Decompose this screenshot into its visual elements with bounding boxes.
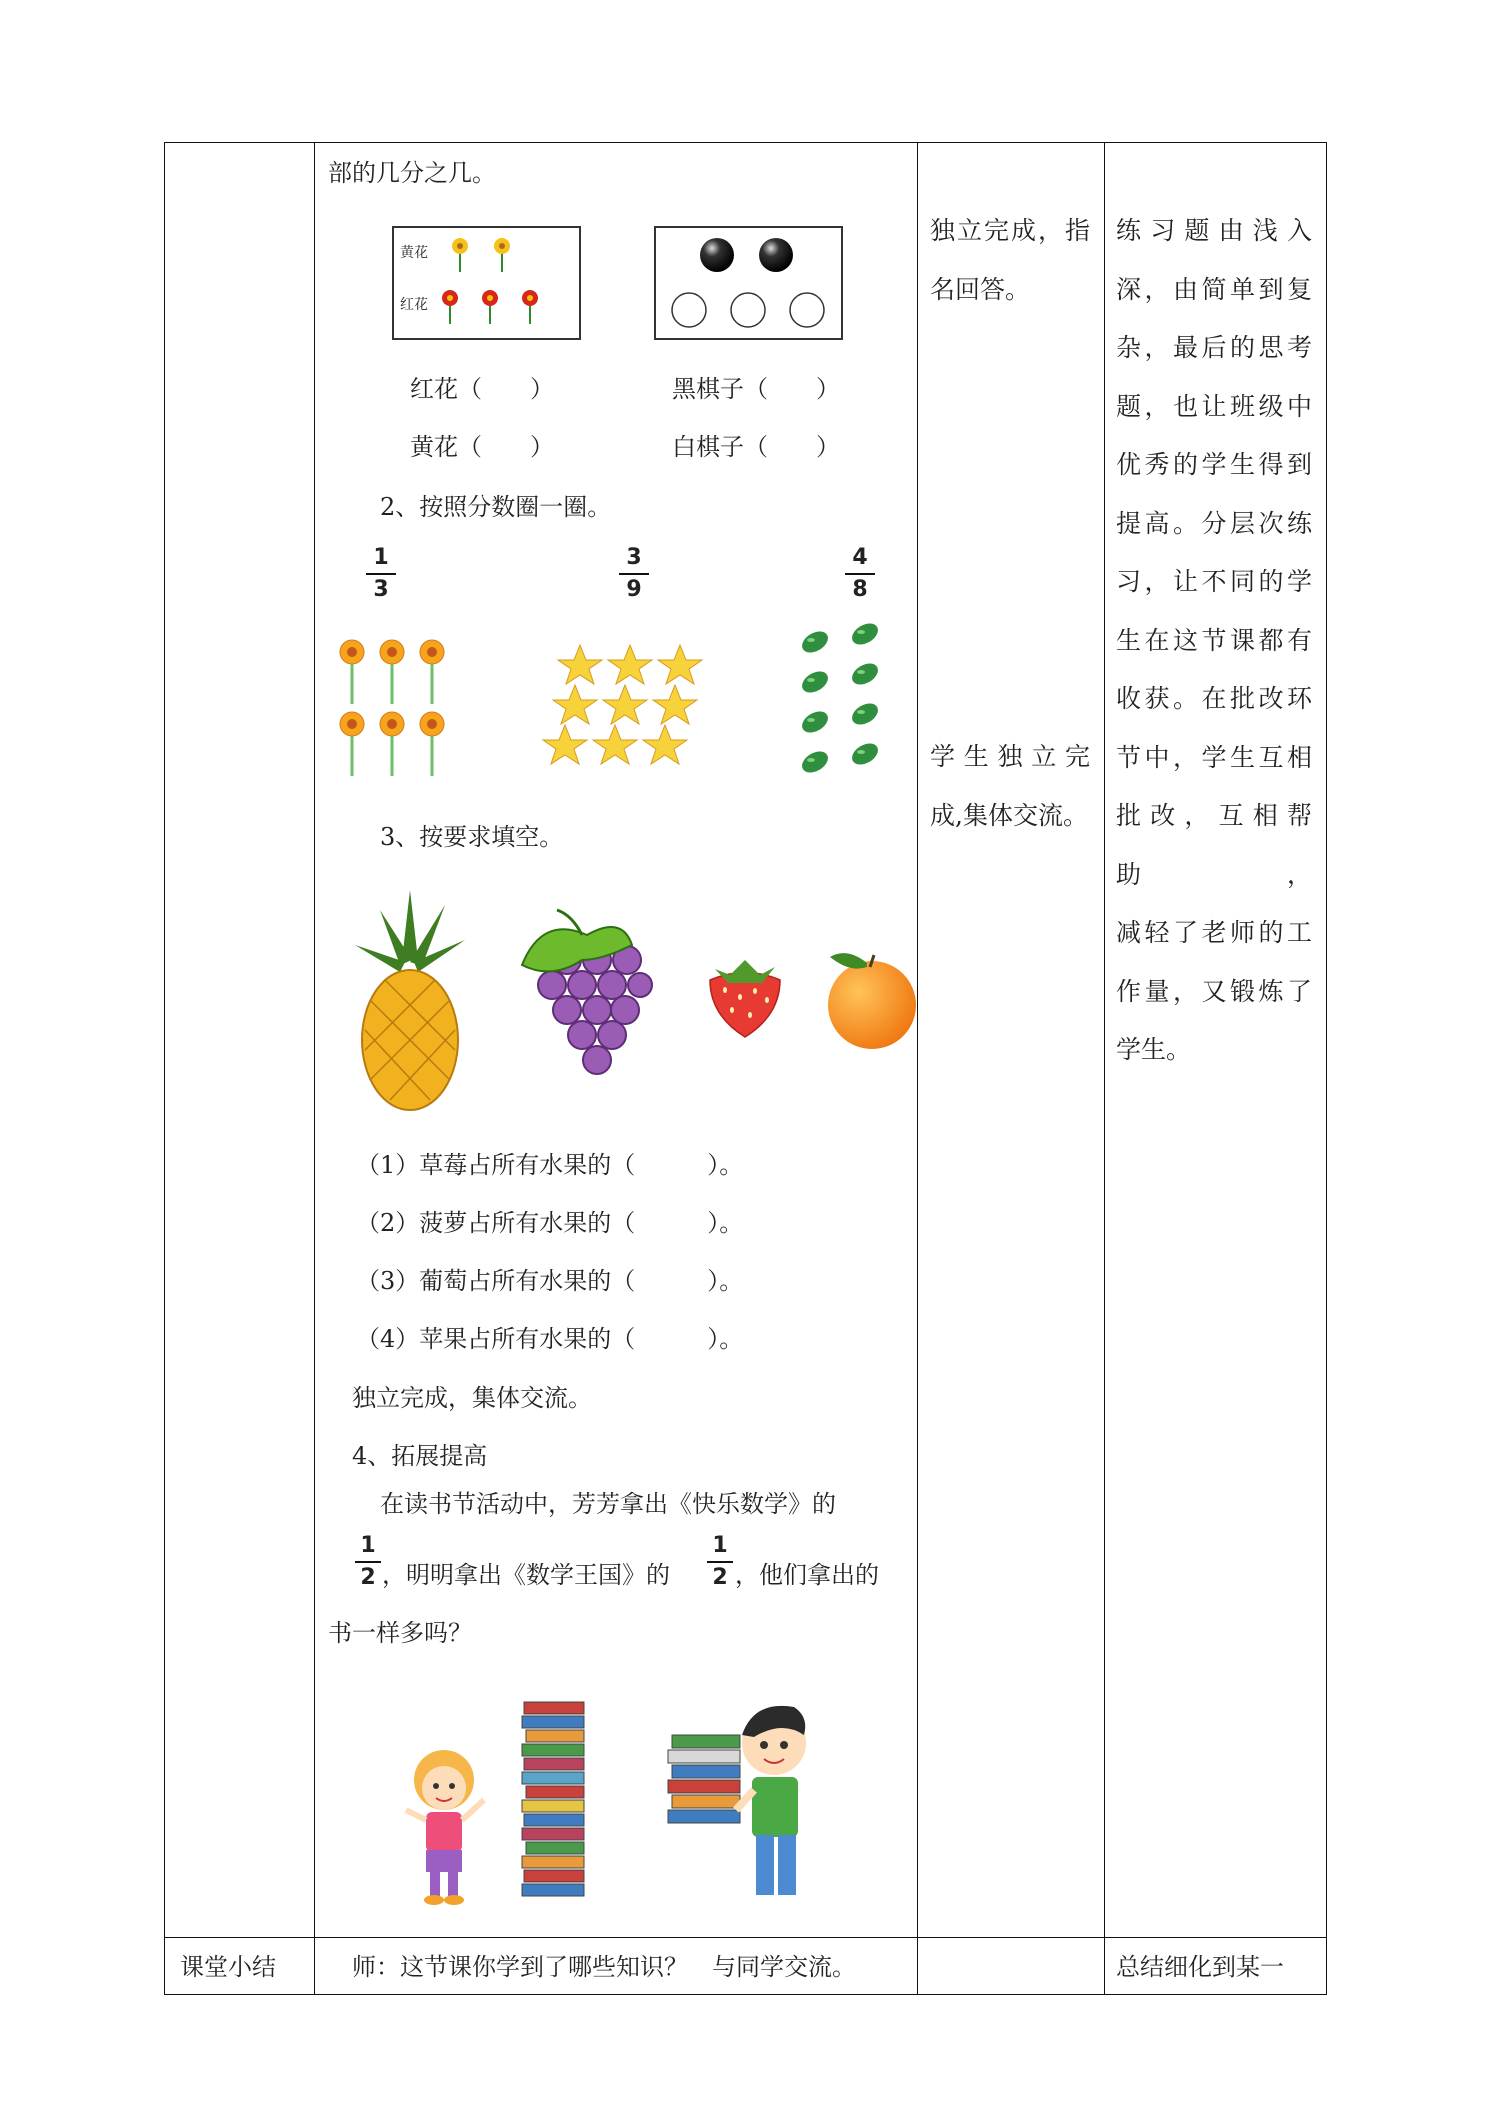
table-bottom-border <box>164 1994 1326 1995</box>
q3-item-3: （3）葡萄占所有水果的（ ）。 <box>356 1267 744 1295</box>
student-activity-1: 独立完成，指 名回答。 <box>930 216 1090 304</box>
answer-yellow-flower: 黄花（ ） <box>410 433 554 461</box>
orange-icon <box>822 945 918 1055</box>
q2-title: 2、按照分数圈一圈。 <box>380 493 612 521</box>
q3-note: 独立完成，集体交流。 <box>352 1384 592 1412</box>
intro-text: 部的几分之几。 <box>328 159 496 187</box>
q4-line-2a: ，明明拿出《数学王国》的 <box>382 1561 670 1589</box>
candies-icon <box>790 620 900 785</box>
q3-item-2: （2）菠萝占所有水果的（ ）。 <box>356 1209 744 1237</box>
q4-fraction-b: 1 2 <box>707 1532 733 1592</box>
pineapple-icon <box>350 890 470 1115</box>
fraction-1-3: 1 3 <box>366 544 396 604</box>
fraction-3-9: 3 9 <box>619 544 649 604</box>
q3-item-4: （4）苹果占所有水果的（ ）。 <box>356 1325 744 1353</box>
sunflowers-icon <box>330 634 460 784</box>
red-flower-icon <box>522 290 538 324</box>
col-divider-1 <box>314 142 315 1995</box>
black-piece-icon <box>700 238 734 272</box>
answer-black-piece: 黑棋子（ ） <box>672 375 840 403</box>
go-pieces-icon <box>656 228 841 338</box>
fraction-4-8: 4 8 <box>845 544 875 604</box>
q4-line-2b: ，他们拿出的 <box>735 1561 879 1589</box>
go-pieces-box <box>654 226 843 340</box>
stars-icon <box>540 640 710 770</box>
row-divider <box>164 1937 1326 1938</box>
white-piece-icon <box>790 293 824 327</box>
answer-white-piece: 白棋子（ ） <box>672 433 840 461</box>
table-top-border <box>164 142 1326 143</box>
table-left-border <box>164 142 165 1995</box>
red-flower-icon <box>442 290 458 324</box>
red-flower-label: 红花 <box>400 297 428 313</box>
summary-content: 师：这节课你学到了哪些知识？ 与同学交流。 <box>352 1953 856 1981</box>
yellow-flower-icon <box>452 238 468 272</box>
col-divider-3 <box>1104 142 1105 1995</box>
q3-item-1: （1）草莓占所有水果的（ ）。 <box>356 1151 744 1179</box>
white-piece-icon <box>672 293 706 327</box>
student-activity-2: 学生独立完 成,集体交流。 <box>930 742 1090 830</box>
flowers-icon <box>440 232 570 332</box>
q4-line-3: 书一样多吗？ <box>328 1619 472 1647</box>
q4-line-1: 在读书节活动中，芳芳拿出《快乐数学》的 <box>380 1490 836 1518</box>
boy-with-books-icon <box>664 1695 824 1905</box>
white-piece-icon <box>731 293 765 327</box>
yellow-flower-label: 黄花 <box>400 245 428 261</box>
yellow-flower-icon <box>494 238 510 272</box>
design-intent: 练习题由浅入 深，由简单到复 杂，最后的思考 题，也让班级中 优秀的学生得到 提高。分层次练 习，让不同的学 生在这节课都有 收获。在批改环 节中，学生互相 批改，互相帮助， 减轻了老师的工 作量，又锻炼了 学生。 <box>1116 216 1312 1064</box>
book-stack-tall-icon <box>518 1700 592 1905</box>
flower-box <box>392 226 581 340</box>
q3-title: 3、按要求填空。 <box>380 823 564 851</box>
red-flower-icon <box>482 290 498 324</box>
summary-label: 课堂小结 <box>180 1953 276 1981</box>
grapes-icon <box>512 905 662 1085</box>
strawberry-icon <box>700 955 790 1040</box>
answer-red-flower: 红花（ ） <box>410 375 554 403</box>
col-divider-2 <box>917 142 918 1995</box>
girl-icon <box>392 1740 492 1910</box>
q4-title: 4、拓展提高 <box>352 1442 488 1470</box>
q4-fraction-a: 1 2 <box>355 1532 381 1592</box>
black-piece-icon <box>759 238 793 272</box>
table-right-border <box>1326 142 1327 1995</box>
summary-design: 总结细化到某一 <box>1116 1953 1284 1981</box>
